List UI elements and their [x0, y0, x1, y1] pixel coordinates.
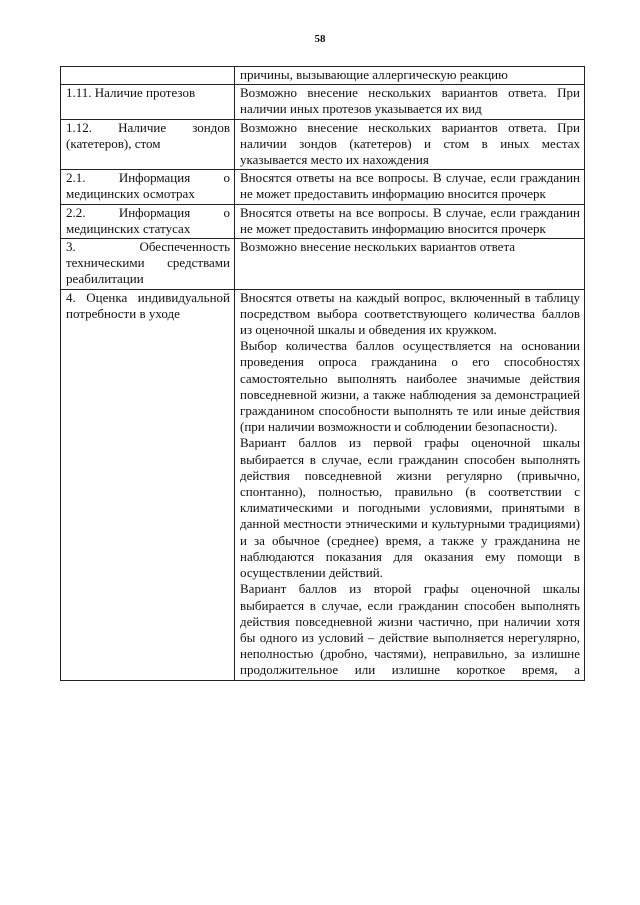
row-paragraph: причины, вызывающие аллергическую реакцию: [240, 67, 508, 82]
table-row: [61, 289, 585, 680]
row-label: 3. Обеспеченность техническими средствами реабилитации: [66, 239, 230, 287]
row-label: 2.2. Информация о медицинских статусах: [66, 204, 230, 236]
document-table: [60, 66, 585, 681]
table-row: [61, 85, 585, 119]
row-description-cell: [235, 170, 585, 204]
row-label-cell: [61, 119, 235, 170]
row-label: 1.12. Наличие зондов (катетеров), стом: [66, 119, 230, 151]
row-label: 2.1. Информация о медицинских осмотрах: [66, 170, 230, 202]
row-description-cell: [235, 289, 585, 680]
row-description-cell: [235, 239, 585, 290]
table-row: [61, 119, 585, 170]
row-description-cell: [235, 119, 585, 170]
page-number: 58: [314, 33, 326, 45]
row-paragraph: Вариант баллов из второй графы оценочной шкалы выбирается в случае, если гражданин способен выполнять действия повседневной жизни частично, при наличии хотя бы одного из условий – действие выполняется нерегулярно, неполностью (дробно, частями), неправильно, за излишне продолжительное или излишне короткое время, а: [240, 581, 580, 678]
table-row: [61, 170, 585, 204]
row-label: 4. Оценка индивидуальной потребности в уходе: [66, 289, 230, 321]
row-label: 1.11. Наличие протезов: [66, 85, 196, 101]
row-description-cell: [235, 85, 585, 119]
table-row: [61, 204, 585, 238]
row-description-cell: [235, 67, 585, 85]
row-label-cell: [61, 204, 235, 238]
row-label-cell: [61, 170, 235, 204]
row-paragraph: Выбор количества баллов осуществляется на основании проведения опроса гражданина о его способностях самостоятельно выполнять наиболее значимые действия повседневной жизни, а также наблюдения за демонстрацией гражданином способности выполнять те или иные действия (при наличии возможности и соблюдении безопасности).: [240, 338, 580, 435]
row-paragraph: Возможно внесение нескольких вариантов ответа. При наличии зондов (катетеров) и стом в иных местах указывается место их нахождения: [240, 119, 580, 168]
row-paragraph: Вносятся ответы на все вопросы. В случае, если гражданин не может предоставить информацию вносится прочерк: [240, 204, 580, 236]
table-row: [61, 239, 585, 290]
table-row: [61, 67, 585, 85]
row-paragraph: Возможно внесение нескольких вариантов ответа: [240, 239, 516, 255]
row-label-cell: [61, 85, 235, 119]
row-label-cell: [61, 289, 235, 680]
row-paragraph: Вносятся ответы на все вопросы. В случае, если гражданин не может предоставить информацию вносится прочерк: [240, 170, 580, 202]
row-label-cell: [61, 239, 235, 290]
row-label-cell: [61, 67, 235, 85]
row-paragraph: Возможно внесение нескольких вариантов ответа. При наличии иных протезов указывается их вид: [240, 85, 580, 117]
row-paragraph: Вносятся ответы на каждый вопрос, включенный в таблицу посредством выбора соответствующего количества баллов из оценочной шкалы и обведения их кружком.: [240, 289, 580, 338]
row-description-cell: [235, 204, 585, 238]
row-paragraph: Вариант баллов из первой графы оценочной шкалы выбирается в случае, если гражданин способен выполнять действия повседневной жизни регулярно (привычно, спонтанно), полностью, правильно (в соответствии с климатическими и погодными условиями, принятыми в данной местности этническими и культурными традициями) и за обычное (среднее) время, а также у гражданина не наблюдаются показания для оказания ему помощи в осуществлении действий.: [240, 435, 580, 581]
